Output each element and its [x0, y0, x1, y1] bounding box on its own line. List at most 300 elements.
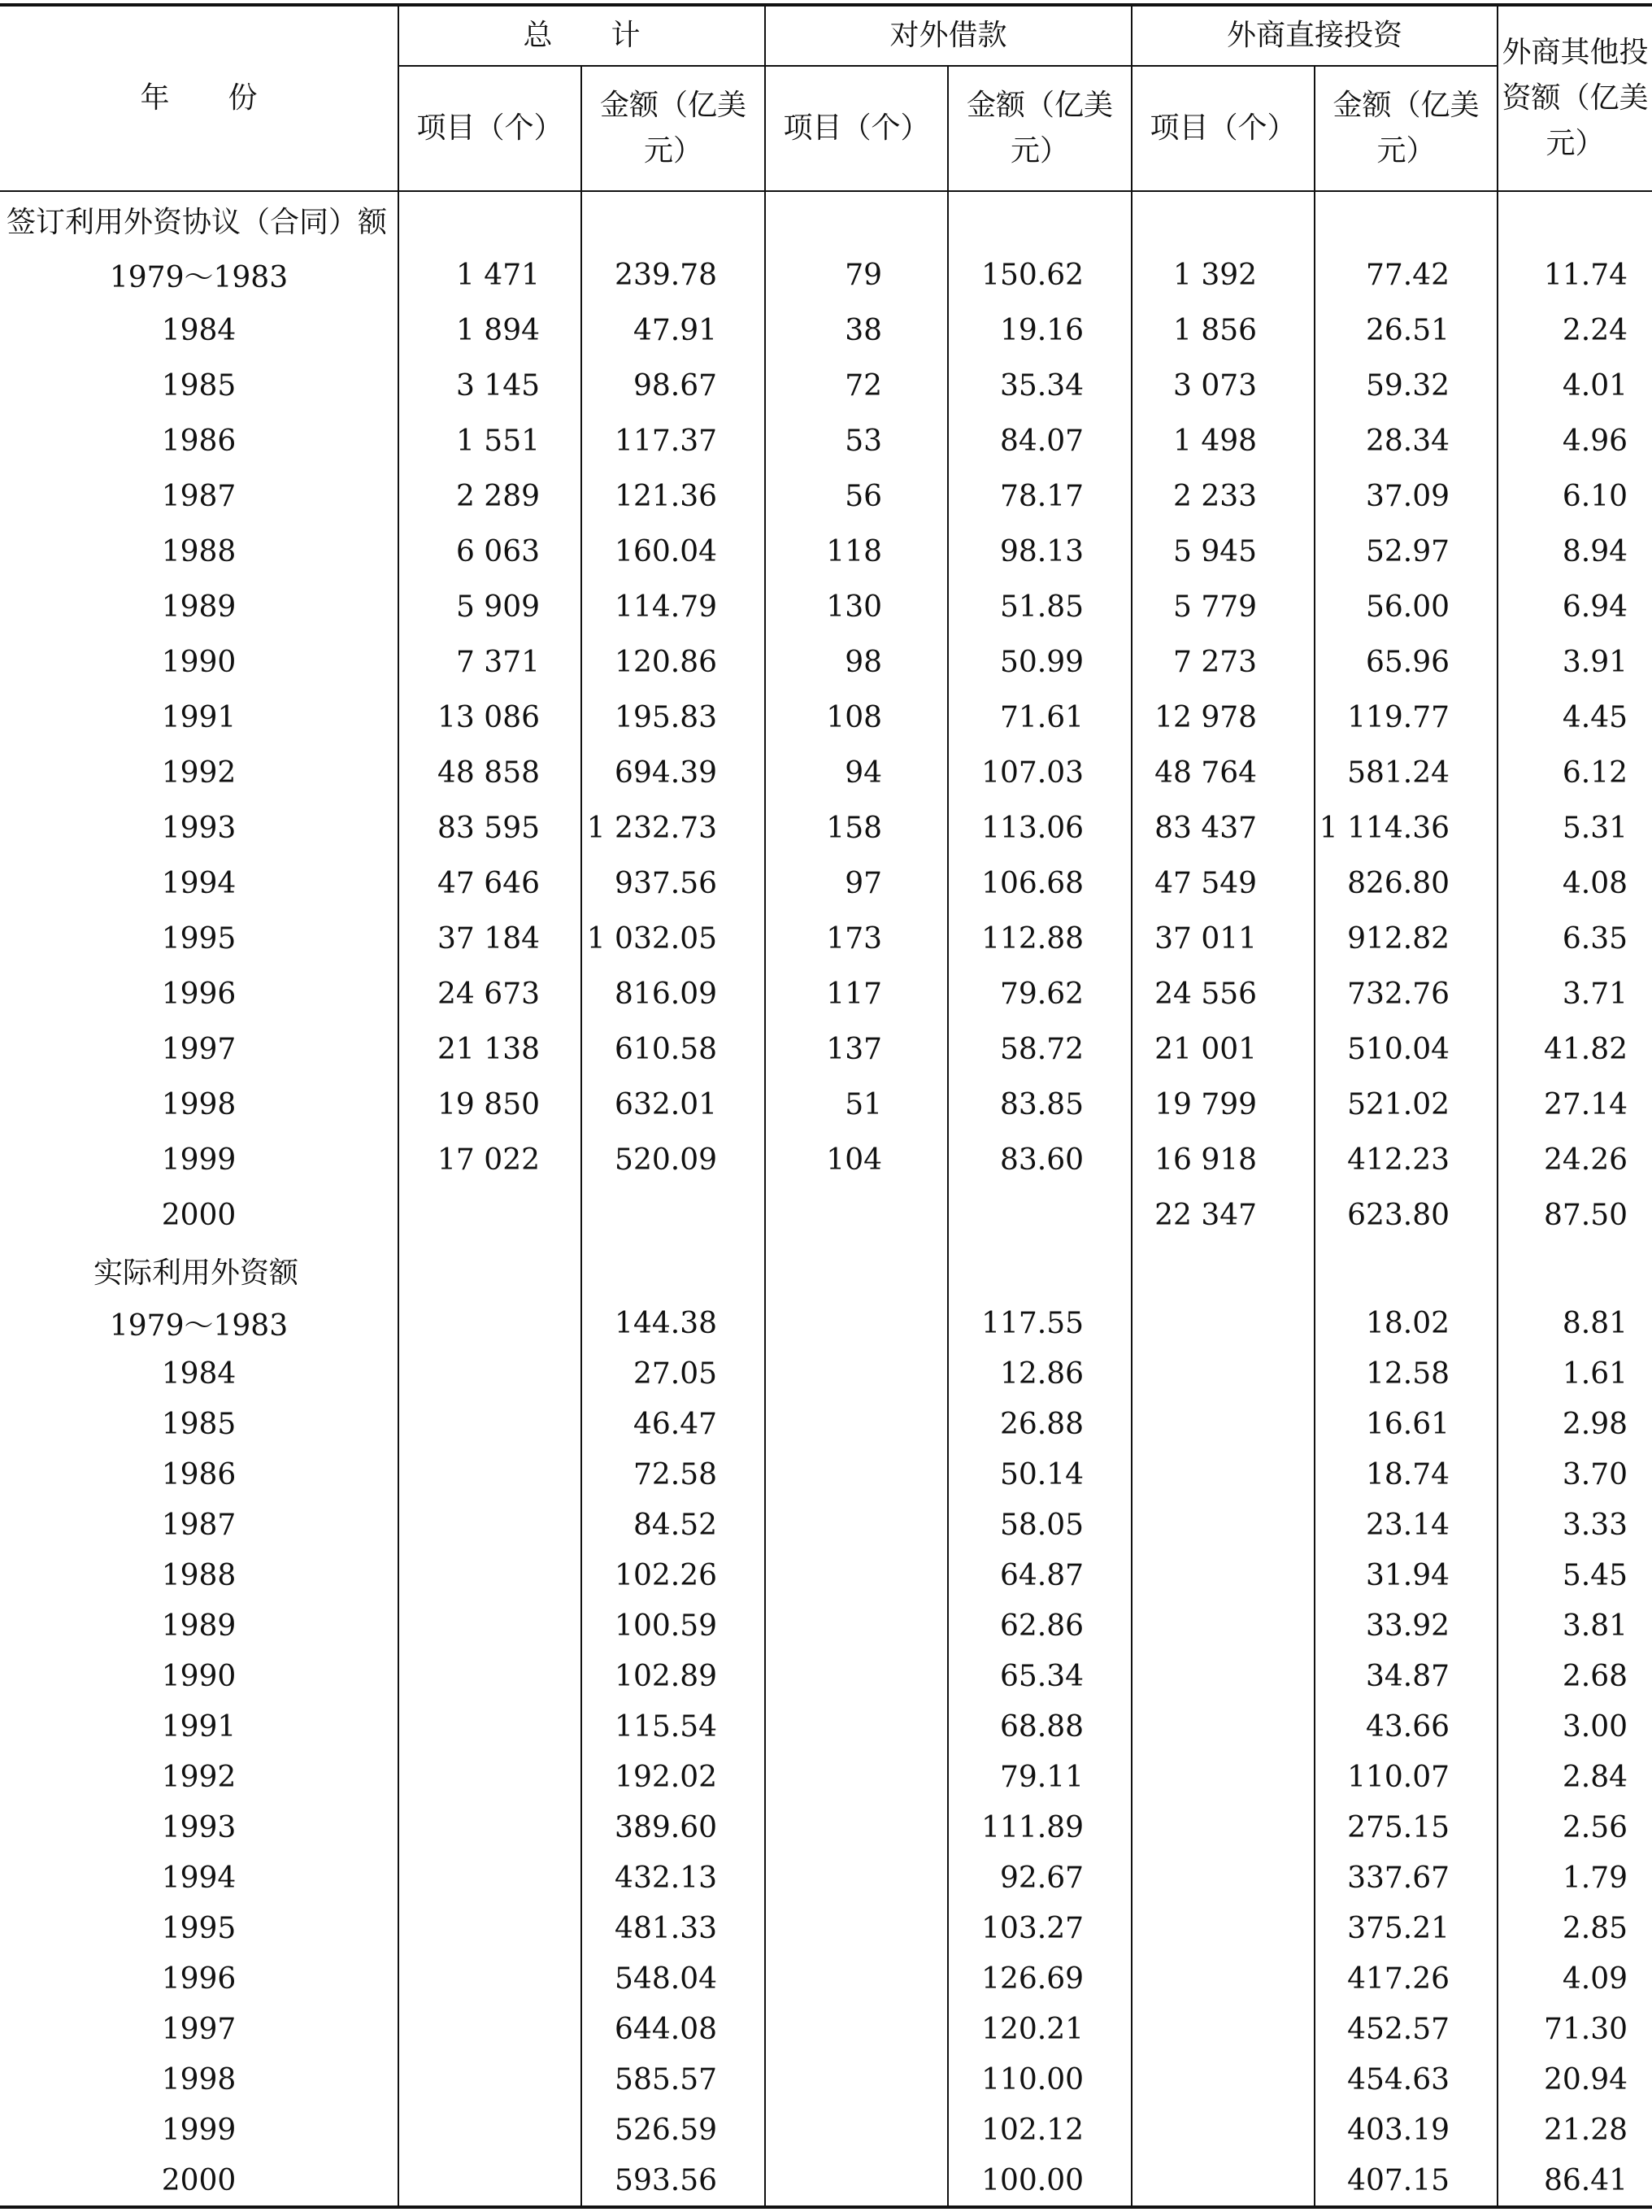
cell-loan-amount: 71.61	[948, 690, 1132, 745]
cell-fdi-amount: 59.32	[1315, 358, 1498, 413]
cell-year: 1986	[0, 1449, 398, 1500]
cell-fdi-amount: 16.61	[1315, 1399, 1498, 1449]
cell-year: 1995	[0, 1903, 398, 1953]
table-row	[0, 1752, 1652, 1802]
cell-fdi-count	[1132, 1903, 1315, 1953]
cell-fdi-amount: 337.67	[1315, 1853, 1498, 1903]
cell-fdi-amount: 26.51	[1315, 303, 1498, 358]
cell-total-amount: 102.26	[581, 1550, 765, 1600]
cell-fdi-count	[1132, 2054, 1315, 2105]
cell-loan-count: 158	[765, 800, 948, 856]
cell-fdi-count: 5 945	[1132, 524, 1315, 579]
cell-loan-count	[765, 1187, 948, 1243]
cell-fdi-count	[1132, 1752, 1315, 1802]
empty-cell	[948, 191, 1132, 247]
cell-loan-count: 94	[765, 745, 948, 800]
cell-other: 4.01	[1498, 358, 1652, 413]
cell-fdi-count	[1132, 1298, 1315, 1348]
cell-year: 1988	[0, 1550, 398, 1600]
cell-loan-count	[765, 1600, 948, 1651]
cell-other: 3.70	[1498, 1449, 1652, 1500]
cell-loan-count: 118	[765, 524, 948, 579]
table-row	[0, 1348, 1652, 1399]
cell-total-amount: 632.01	[581, 1077, 765, 1132]
total-amount-header: 金额（亿美元）	[581, 66, 765, 191]
cell-fdi-amount: 18.74	[1315, 1449, 1498, 1500]
table-row	[0, 1903, 1652, 1953]
cell-loan-count	[765, 1903, 948, 1953]
cell-loan-count: 38	[765, 303, 948, 358]
cell-year: 1999	[0, 1132, 398, 1187]
cell-year: 1993	[0, 800, 398, 856]
cell-fdi-amount: 56.00	[1315, 579, 1498, 634]
cell-total-count	[398, 1651, 581, 1701]
cell-loan-amount: 19.16	[948, 303, 1132, 358]
cell-fdi-count: 1 392	[1132, 247, 1315, 303]
cell-year: 2000	[0, 1187, 398, 1243]
cell-total-amount: 27.05	[581, 1348, 765, 1399]
total-count-header: 项目（个）	[398, 66, 581, 191]
section-header-row	[0, 1243, 1652, 1298]
cell-year: 1994	[0, 856, 398, 911]
cell-fdi-count: 24 556	[1132, 966, 1315, 1021]
cell-other: 3.81	[1498, 1600, 1652, 1651]
cell-other: 4.09	[1498, 1953, 1652, 2004]
cell-total-count	[398, 1500, 581, 1550]
cell-loan-amount: 113.06	[948, 800, 1132, 856]
cell-loan-count	[765, 1802, 948, 1853]
cell-other: 2.56	[1498, 1802, 1652, 1853]
cell-total-amount: 117.37	[581, 413, 765, 468]
cell-total-amount: 816.09	[581, 966, 765, 1021]
cell-total-amount: 47.91	[581, 303, 765, 358]
cell-fdi-count: 5 779	[1132, 579, 1315, 634]
loans-group-header: 对外借款	[765, 5, 1132, 66]
empty-cell	[1315, 1243, 1498, 1298]
table-row	[0, 1802, 1652, 1853]
cell-other: 8.81	[1498, 1298, 1652, 1348]
cell-fdi-count: 22 347	[1132, 1187, 1315, 1243]
cell-fdi-amount: 37.09	[1315, 468, 1498, 524]
table-body	[0, 191, 1652, 2207]
cell-other: 1.79	[1498, 1853, 1652, 1903]
loan-count-header: 项目（个）	[765, 66, 948, 191]
table-row	[0, 247, 1652, 303]
table-row	[0, 1132, 1652, 1187]
cell-total-amount: 481.33	[581, 1903, 765, 1953]
cell-fdi-count	[1132, 1853, 1315, 1903]
cell-year: 1987	[0, 468, 398, 524]
cell-loan-count: 117	[765, 966, 948, 1021]
empty-cell	[1132, 191, 1315, 247]
fdi-group-header: 外商直接投资	[1132, 5, 1498, 66]
cell-year: 1985	[0, 358, 398, 413]
cell-year: 1996	[0, 1953, 398, 2004]
cell-loan-amount: 110.00	[948, 2054, 1132, 2105]
table-row	[0, 579, 1652, 634]
cell-fdi-count: 48 764	[1132, 745, 1315, 800]
cell-loan-amount: 100.00	[948, 2155, 1132, 2207]
cell-fdi-count: 7 273	[1132, 634, 1315, 690]
cell-fdi-count: 16 918	[1132, 1132, 1315, 1187]
cell-fdi-count: 37 011	[1132, 911, 1315, 966]
cell-total-count: 47 646	[398, 856, 581, 911]
section-header-row	[0, 191, 1652, 247]
cell-fdi-amount: 31.94	[1315, 1550, 1498, 1600]
cell-total-count	[398, 2004, 581, 2054]
cell-year: 1991	[0, 1701, 398, 1752]
cell-total-amount: 192.02	[581, 1752, 765, 1802]
cell-total-amount: 102.89	[581, 1651, 765, 1701]
cell-loan-count	[765, 1399, 948, 1449]
section-title: 实际利用外资额	[0, 1243, 398, 1298]
cell-fdi-count	[1132, 1701, 1315, 1752]
cell-total-count: 5 909	[398, 579, 581, 634]
table-row	[0, 1651, 1652, 1701]
cell-loan-amount: 12.86	[948, 1348, 1132, 1399]
cell-total-amount: 120.86	[581, 634, 765, 690]
cell-loan-count: 130	[765, 579, 948, 634]
cell-loan-amount	[948, 1187, 1132, 1243]
cell-fdi-count: 21 001	[1132, 1021, 1315, 1077]
cell-total-count	[398, 1348, 581, 1399]
cell-total-count: 21 138	[398, 1021, 581, 1077]
cell-other: 2.24	[1498, 303, 1652, 358]
cell-year: 1984	[0, 1348, 398, 1399]
cell-loan-amount: 126.69	[948, 1953, 1132, 2004]
cell-fdi-amount: 403.19	[1315, 2105, 1498, 2155]
cell-total-amount: 195.83	[581, 690, 765, 745]
cell-other: 4.96	[1498, 413, 1652, 468]
table-row	[0, 413, 1652, 468]
table-row	[0, 1500, 1652, 1550]
cell-fdi-amount: 18.02	[1315, 1298, 1498, 1348]
cell-loan-count: 79	[765, 247, 948, 303]
cell-other: 41.82	[1498, 1021, 1652, 1077]
cell-year: 1979～1983	[0, 247, 398, 303]
cell-fdi-count: 1 856	[1132, 303, 1315, 358]
cell-year: 1984	[0, 303, 398, 358]
cell-total-amount: 239.78	[581, 247, 765, 303]
cell-total-amount: 432.13	[581, 1853, 765, 1903]
cell-fdi-count	[1132, 2004, 1315, 2054]
table-row	[0, 468, 1652, 524]
cell-loan-count: 137	[765, 1021, 948, 1077]
cell-year: 1992	[0, 745, 398, 800]
cell-year: 1992	[0, 1752, 398, 1802]
cell-year: 1986	[0, 413, 398, 468]
table-row	[0, 2155, 1652, 2207]
cell-total-amount: 144.38	[581, 1298, 765, 1348]
empty-cell	[1498, 191, 1652, 247]
cell-fdi-amount: 43.66	[1315, 1701, 1498, 1752]
cell-fdi-amount: 412.23	[1315, 1132, 1498, 1187]
cell-total-amount: 121.36	[581, 468, 765, 524]
year-column-header: 年 份	[0, 5, 398, 191]
cell-total-count: 13 086	[398, 690, 581, 745]
cell-total-count: 1 471	[398, 247, 581, 303]
table-row	[0, 1077, 1652, 1132]
cell-year: 1989	[0, 1600, 398, 1651]
empty-cell	[398, 191, 581, 247]
cell-fdi-amount: 510.04	[1315, 1021, 1498, 1077]
cell-loan-amount: 83.60	[948, 1132, 1132, 1187]
cell-loan-count	[765, 1500, 948, 1550]
cell-loan-amount: 92.67	[948, 1853, 1132, 1903]
cell-year: 1997	[0, 2004, 398, 2054]
cell-total-amount: 114.79	[581, 579, 765, 634]
cell-fdi-count	[1132, 1449, 1315, 1500]
cell-other: 27.14	[1498, 1077, 1652, 1132]
cell-loan-amount: 120.21	[948, 2004, 1132, 2054]
cell-year: 1990	[0, 1651, 398, 1701]
cell-loan-amount: 58.05	[948, 1500, 1132, 1550]
table-row	[0, 745, 1652, 800]
cell-other: 24.26	[1498, 1132, 1652, 1187]
table-row	[0, 524, 1652, 579]
cell-total-amount: 548.04	[581, 1953, 765, 2004]
cell-loan-amount: 106.68	[948, 856, 1132, 911]
table-row	[0, 1600, 1652, 1651]
cell-fdi-count	[1132, 1399, 1315, 1449]
cell-fdi-amount: 12.58	[1315, 1348, 1498, 1399]
cell-fdi-count: 19 799	[1132, 1077, 1315, 1132]
cell-loan-count	[765, 1651, 948, 1701]
table-row	[0, 911, 1652, 966]
cell-fdi-count	[1132, 1348, 1315, 1399]
cell-fdi-count	[1132, 1500, 1315, 1550]
cell-year: 1998	[0, 2054, 398, 2105]
cell-year: 1999	[0, 2105, 398, 2155]
cell-total-amount: 46.47	[581, 1399, 765, 1449]
cell-total-count	[398, 1701, 581, 1752]
section-title: 签订利用外资协议（合同）额	[0, 191, 398, 247]
empty-cell	[765, 1243, 948, 1298]
cell-fdi-amount: 826.80	[1315, 856, 1498, 911]
cell-year: 1995	[0, 911, 398, 966]
cell-fdi-count	[1132, 2155, 1315, 2207]
cell-year: 1998	[0, 1077, 398, 1132]
cell-year: 1989	[0, 579, 398, 634]
cell-total-amount	[581, 1187, 765, 1243]
table-row	[0, 690, 1652, 745]
cell-total-count	[398, 2105, 581, 2155]
cell-loan-count	[765, 2155, 948, 2207]
cell-loan-amount: 62.86	[948, 1600, 1132, 1651]
cell-loan-count	[765, 1853, 948, 1903]
fdi-amount-header: 金额（亿美元）	[1315, 66, 1498, 191]
cell-loan-amount: 117.55	[948, 1298, 1132, 1348]
cell-loan-amount: 150.62	[948, 247, 1132, 303]
cell-fdi-count: 12 978	[1132, 690, 1315, 745]
cell-loan-count: 97	[765, 856, 948, 911]
cell-loan-amount: 78.17	[948, 468, 1132, 524]
cell-total-amount: 610.58	[581, 1021, 765, 1077]
cell-loan-count: 56	[765, 468, 948, 524]
cell-other: 11.74	[1498, 247, 1652, 303]
cell-loan-count	[765, 1752, 948, 1802]
cell-other: 4.08	[1498, 856, 1652, 911]
cell-loan-amount: 98.13	[948, 524, 1132, 579]
cell-fdi-count: 3 073	[1132, 358, 1315, 413]
cell-fdi-amount: 119.77	[1315, 690, 1498, 745]
cell-fdi-amount: 110.07	[1315, 1752, 1498, 1802]
table-row	[0, 1953, 1652, 2004]
cell-other: 21.28	[1498, 2105, 1652, 2155]
cell-total-amount: 72.58	[581, 1449, 765, 1500]
cell-loan-count	[765, 1550, 948, 1600]
cell-year: 1997	[0, 1021, 398, 1077]
cell-total-amount: 644.08	[581, 2004, 765, 2054]
cell-fdi-count: 1 498	[1132, 413, 1315, 468]
cell-fdi-amount: 275.15	[1315, 1802, 1498, 1853]
cell-loan-count	[765, 2054, 948, 2105]
cell-total-count: 24 673	[398, 966, 581, 1021]
table-row	[0, 1298, 1652, 1348]
table-row	[0, 1187, 1652, 1243]
cell-loan-count: 51	[765, 1077, 948, 1132]
cell-loan-amount: 102.12	[948, 2105, 1132, 2155]
cell-fdi-count	[1132, 1953, 1315, 2004]
cell-total-count	[398, 2054, 581, 2105]
empty-cell	[1498, 1243, 1652, 1298]
cell-loan-count: 53	[765, 413, 948, 468]
empty-cell	[581, 1243, 765, 1298]
cell-loan-count	[765, 1348, 948, 1399]
cell-total-count	[398, 1752, 581, 1802]
table-row	[0, 800, 1652, 856]
cell-fdi-count	[1132, 1600, 1315, 1651]
cell-fdi-amount: 34.87	[1315, 1651, 1498, 1701]
cell-other: 4.45	[1498, 690, 1652, 745]
cell-fdi-count	[1132, 2105, 1315, 2155]
cell-total-count: 3 145	[398, 358, 581, 413]
cell-other: 1.61	[1498, 1348, 1652, 1399]
table-row	[0, 634, 1652, 690]
cell-loan-count	[765, 2105, 948, 2155]
cell-total-amount: 115.54	[581, 1701, 765, 1752]
fdi-count-header: 项目（个）	[1132, 66, 1315, 191]
table-row	[0, 966, 1652, 1021]
cell-total-count	[398, 1187, 581, 1243]
cell-fdi-amount: 454.63	[1315, 2054, 1498, 2105]
table-row	[0, 2105, 1652, 2155]
cell-loan-amount: 79.62	[948, 966, 1132, 1021]
cell-other: 3.71	[1498, 966, 1652, 1021]
cell-other: 2.85	[1498, 1903, 1652, 1953]
table-row	[0, 1853, 1652, 1903]
cell-other: 3.00	[1498, 1701, 1652, 1752]
cell-fdi-amount: 732.76	[1315, 966, 1498, 1021]
empty-cell	[948, 1243, 1132, 1298]
cell-total-count: 17 022	[398, 1132, 581, 1187]
cell-other: 5.45	[1498, 1550, 1652, 1600]
cell-other: 6.10	[1498, 468, 1652, 524]
cell-loan-count	[765, 1449, 948, 1500]
cell-total-count	[398, 1853, 581, 1903]
empty-cell	[1132, 1243, 1315, 1298]
cell-loan-amount: 50.14	[948, 1449, 1132, 1500]
cell-other: 6.12	[1498, 745, 1652, 800]
cell-fdi-count	[1132, 1550, 1315, 1600]
cell-total-count: 48 858	[398, 745, 581, 800]
cell-total-count	[398, 1903, 581, 1953]
cell-total-count	[398, 1550, 581, 1600]
cell-total-amount: 694.39	[581, 745, 765, 800]
cell-fdi-amount: 452.57	[1315, 2004, 1498, 2054]
cell-loan-amount: 65.34	[948, 1651, 1132, 1701]
cell-loan-count: 72	[765, 358, 948, 413]
cell-fdi-count: 47 549	[1132, 856, 1315, 911]
table-row	[0, 1550, 1652, 1600]
cell-loan-count	[765, 2004, 948, 2054]
cell-fdi-amount: 52.97	[1315, 524, 1498, 579]
cell-loan-amount: 35.34	[948, 358, 1132, 413]
cell-loan-count: 108	[765, 690, 948, 745]
empty-cell	[765, 191, 948, 247]
cell-other: 3.91	[1498, 634, 1652, 690]
cell-other: 6.94	[1498, 579, 1652, 634]
cell-total-count	[398, 1298, 581, 1348]
cell-total-count	[398, 1449, 581, 1500]
cell-total-amount: 1 232.73	[581, 800, 765, 856]
table-row	[0, 358, 1652, 413]
cell-loan-amount: 68.88	[948, 1701, 1132, 1752]
cell-loan-amount: 51.85	[948, 579, 1132, 634]
cell-loan-amount: 50.99	[948, 634, 1132, 690]
cell-loan-count: 173	[765, 911, 948, 966]
cell-total-amount: 98.67	[581, 358, 765, 413]
cell-fdi-amount: 417.26	[1315, 1953, 1498, 2004]
total-group-header: 总 计	[398, 5, 765, 66]
table-row	[0, 1449, 1652, 1500]
cell-fdi-amount: 407.15	[1315, 2155, 1498, 2207]
table-row	[0, 856, 1652, 911]
cell-total-count	[398, 1953, 581, 2004]
cell-year: 1994	[0, 1853, 398, 1903]
table-row	[0, 303, 1652, 358]
cell-total-amount: 593.56	[581, 2155, 765, 2207]
cell-fdi-amount: 1 114.36	[1315, 800, 1498, 856]
empty-cell	[581, 191, 765, 247]
cell-other: 5.31	[1498, 800, 1652, 856]
cell-fdi-count	[1132, 1651, 1315, 1701]
cell-loan-amount: 103.27	[948, 1903, 1132, 1953]
cell-total-count: 37 184	[398, 911, 581, 966]
cell-fdi-count: 83 437	[1132, 800, 1315, 856]
cell-year: 1979～1983	[0, 1298, 398, 1348]
cell-loan-amount: 79.11	[948, 1752, 1132, 1802]
cell-fdi-amount: 581.24	[1315, 745, 1498, 800]
other-investment-header: 外商其他投资额（亿美元）	[1498, 5, 1652, 191]
cell-fdi-amount: 23.14	[1315, 1500, 1498, 1550]
cell-loan-amount: 112.88	[948, 911, 1132, 966]
cell-total-count	[398, 2155, 581, 2207]
cell-fdi-count: 2 233	[1132, 468, 1315, 524]
table-row	[0, 2004, 1652, 2054]
cell-total-amount: 389.60	[581, 1802, 765, 1853]
cell-other: 8.94	[1498, 524, 1652, 579]
cell-fdi-amount: 77.42	[1315, 247, 1498, 303]
cell-year: 1985	[0, 1399, 398, 1449]
cell-year: 1990	[0, 634, 398, 690]
empty-cell	[398, 1243, 581, 1298]
table-row	[0, 2054, 1652, 2105]
cell-fdi-amount: 912.82	[1315, 911, 1498, 966]
cell-year: 1988	[0, 524, 398, 579]
cell-loan-amount: 84.07	[948, 413, 1132, 468]
cell-fdi-amount: 375.21	[1315, 1903, 1498, 1953]
